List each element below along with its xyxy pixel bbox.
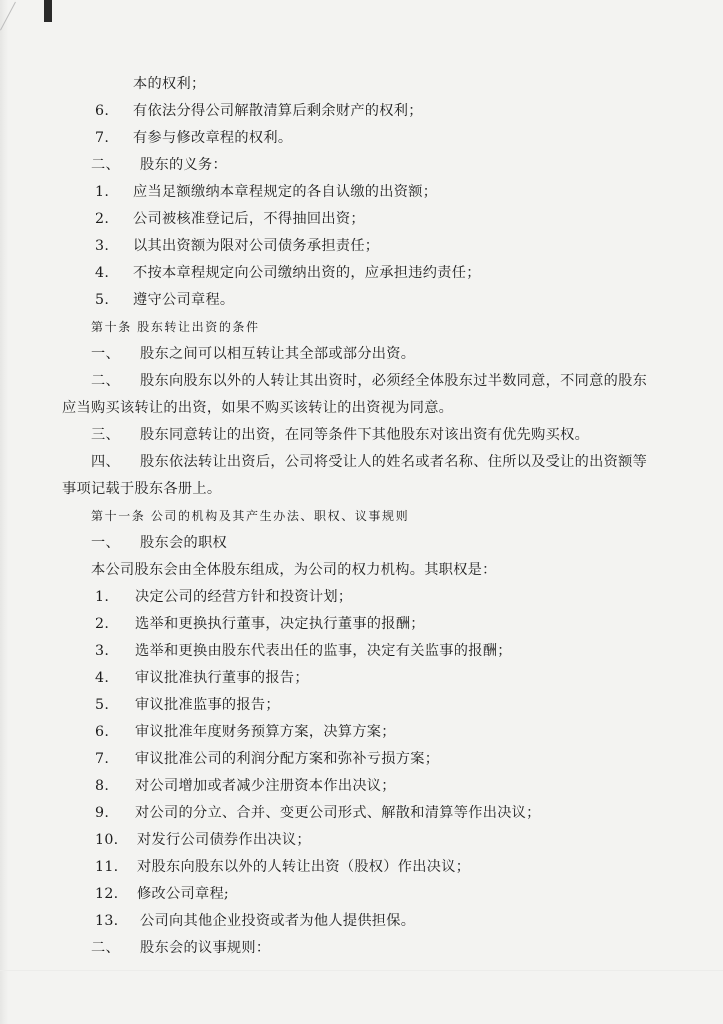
item-number: 7. bbox=[95, 130, 110, 146]
item-number: 11. bbox=[95, 859, 119, 875]
text-line: 审议批准公司的利润分配方案和弥补亏损方案； bbox=[135, 751, 440, 767]
item-number: 4. bbox=[95, 670, 110, 686]
item-number: 9. bbox=[95, 805, 110, 821]
text-line: 股东会的职权 bbox=[140, 535, 227, 551]
text-line: 事项记载于股东各册上。 bbox=[62, 481, 222, 497]
text-line: 应当足额缴纳本章程规定的各自认缴的出资额； bbox=[133, 184, 438, 200]
text-line: 对公司增加或者减少注册资本作出决议； bbox=[135, 778, 396, 794]
page-bottom-rule bbox=[0, 970, 723, 971]
item-number: 7. bbox=[95, 751, 110, 767]
text-line: 应当购买该转让的出资，如果不购买该转让的出资视为同意。 bbox=[62, 400, 454, 416]
text-line: 公司被核准登记后，不得抽回出资； bbox=[133, 211, 365, 227]
text-line: 选举和更换由股东代表出任的监事，决定有关监事的报酬； bbox=[135, 643, 512, 659]
item-number: 二、 bbox=[91, 157, 120, 173]
text-line: 决定公司的经营方针和投资计划； bbox=[135, 589, 353, 605]
section-heading: 第十条 股东转让出资的条件 bbox=[91, 320, 260, 334]
text-line: 对发行公司债券作出决议； bbox=[137, 832, 311, 848]
text-line: 有参与修改章程的权利。 bbox=[133, 130, 293, 146]
item-number: 3. bbox=[95, 643, 110, 659]
text-line: 修改公司章程; bbox=[137, 886, 230, 902]
text-line: 股东会的议事规则： bbox=[140, 940, 271, 956]
text-line: 股东同意转让的出资，在同等条件下其他股东对该出资有优先购买权。 bbox=[140, 427, 590, 443]
section-heading: 第十一条 公司的机构及其产生办法、职权、议事规则 bbox=[91, 509, 410, 523]
text-line: 审议批准执行董事的报告； bbox=[135, 670, 309, 686]
text-line: 股东向股东以外的人转让其出资时，必须经全体股东过半数同意，不同意的股东 bbox=[140, 373, 648, 389]
item-number: 2. bbox=[95, 211, 110, 227]
text-line: 遵守公司章程。 bbox=[133, 292, 235, 308]
text-line: 本公司股东会由全体股东组成，为公司的权力机构。其职权是： bbox=[91, 562, 497, 578]
item-number: 12. bbox=[95, 886, 119, 902]
item-number: 3. bbox=[95, 238, 110, 254]
item-number: 5. bbox=[95, 697, 110, 713]
text-line: 以其出资额为限对公司债务承担责任； bbox=[133, 238, 380, 254]
item-number: 三、 bbox=[91, 427, 120, 443]
item-number: 1. bbox=[95, 184, 110, 200]
item-number: 4. bbox=[95, 265, 110, 281]
text-line: 不按本章程规定向公司缴纳出资的，应承担违约责任； bbox=[133, 265, 481, 281]
item-number: 6. bbox=[95, 103, 110, 119]
item-number: 13. bbox=[95, 913, 119, 929]
item-number: 一、 bbox=[91, 346, 120, 362]
item-number: 6. bbox=[95, 724, 110, 740]
text-line: 选举和更换执行董事，决定执行董事的报酬； bbox=[135, 616, 425, 632]
text-line: 审议批准年度财务预算方案，决算方案； bbox=[135, 724, 396, 740]
text-line: 对公司的分立、合并、变更公司形式、解散和清算等作出决议； bbox=[135, 805, 541, 821]
item-number: 5. bbox=[95, 292, 110, 308]
text-line: 审议批准监事的报告； bbox=[135, 697, 280, 713]
text-line: 股东依法转让出资后，公司将受让人的姓名或者名称、住所以及受让的出资额等 bbox=[140, 454, 648, 470]
text-line: 对股东向股东以外的人转让出资（股权）作出决议； bbox=[137, 859, 471, 875]
text-line: 本的权利； bbox=[133, 76, 206, 92]
item-number: 二、 bbox=[91, 940, 120, 956]
item-number: 2. bbox=[95, 616, 110, 632]
text-line: 股东之间可以相互转让其全部或部分出资。 bbox=[140, 346, 416, 362]
item-number: 1. bbox=[95, 589, 110, 605]
item-number: 四、 bbox=[91, 454, 120, 470]
item-number: 8. bbox=[95, 778, 110, 794]
text-line: 股东的义务： bbox=[140, 157, 227, 173]
item-number: 一、 bbox=[91, 535, 120, 551]
item-number: 二、 bbox=[91, 373, 120, 389]
text-line: 公司向其他企业投资或者为他人提供担保。 bbox=[140, 913, 416, 929]
text-line: 有依法分得公司解散清算后剩余财产的权利； bbox=[133, 103, 423, 119]
item-number: 10. bbox=[95, 832, 119, 848]
